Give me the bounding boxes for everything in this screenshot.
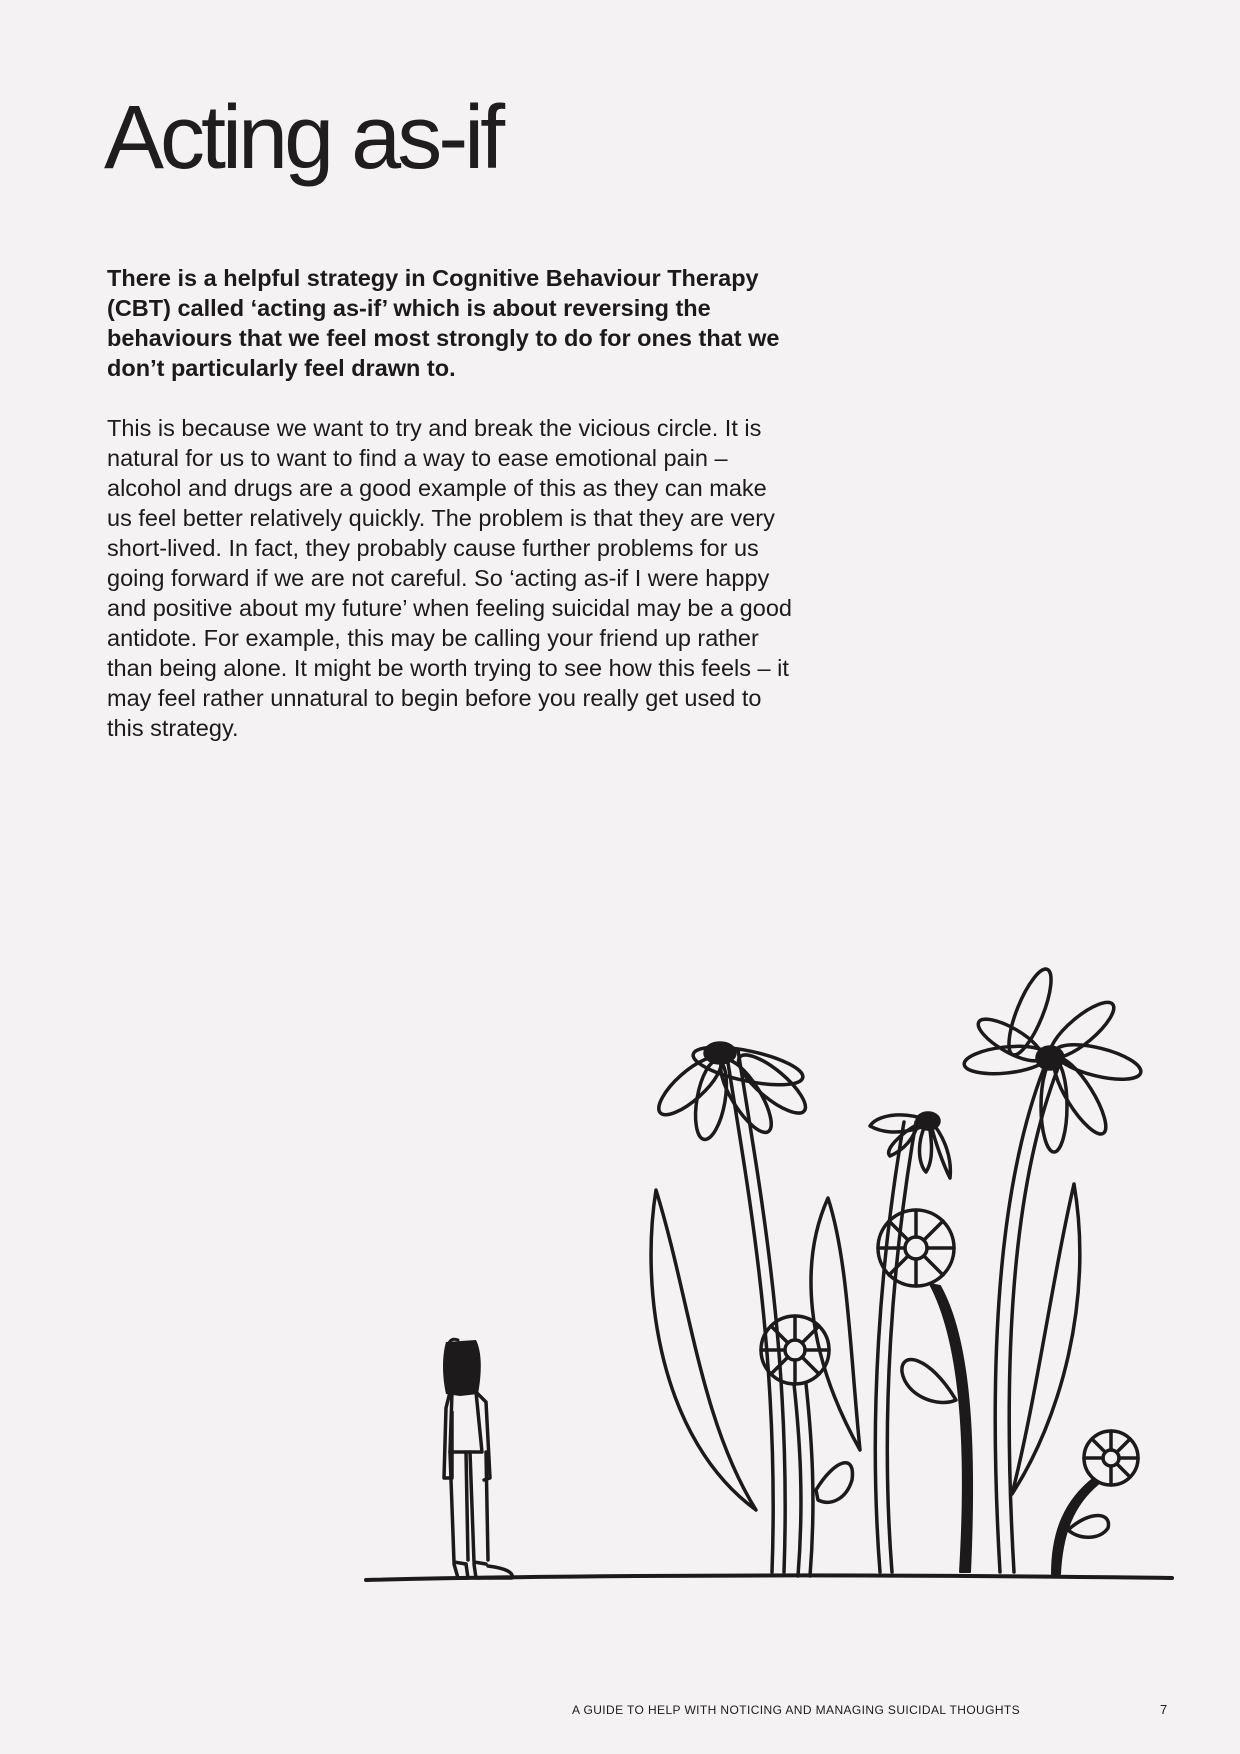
person-figure bbox=[443, 1339, 512, 1578]
body-paragraph: This is because we want to try and break the vicious circle. It is natural for us to want to find a way to ease emotional pain – alcohol and drugs are a good example of this as they can make us feel better relatively quickly. The problem is that they are very short-lived. In fact, they probably cause further problems for us going forward if we are not careful. So ‘acting as-if I were happy and positive about my future’ when feeling suicidal may be a good antidote. For example, this may be calling your friend up rather than being alone. It might be worth trying to see how this feels – it may feel rather unnatural to begin before you really get used to this strategy. bbox=[107, 415, 792, 741]
body-text bbox=[107, 263, 797, 743]
middle-flower bbox=[870, 1113, 972, 1572]
page-title: Acting as-if bbox=[104, 88, 502, 188]
right-daisy bbox=[963, 964, 1144, 1572]
footer-guide-title: A GUIDE TO HELP WITH NOTICING AND MANAGING SUICIDAL THOUGHTS bbox=[572, 1703, 1021, 1717]
intro-paragraph: There is a helpful strategy in Cognitive Behaviour Therapy (CBT) called ‘acting as-if’ which is about reversing the behaviours that we feel most strongly to do for ones that we don’t particularly feel drawn to. bbox=[107, 265, 780, 381]
leaf-left bbox=[651, 1190, 756, 1510]
page-number: 7 bbox=[1160, 1702, 1168, 1717]
puff-flower-left bbox=[761, 1316, 852, 1576]
puff-flower-right bbox=[1052, 1431, 1138, 1574]
leaf-right bbox=[1012, 1184, 1080, 1494]
person-and-tall-flowers-illustration bbox=[0, 960, 1240, 1600]
